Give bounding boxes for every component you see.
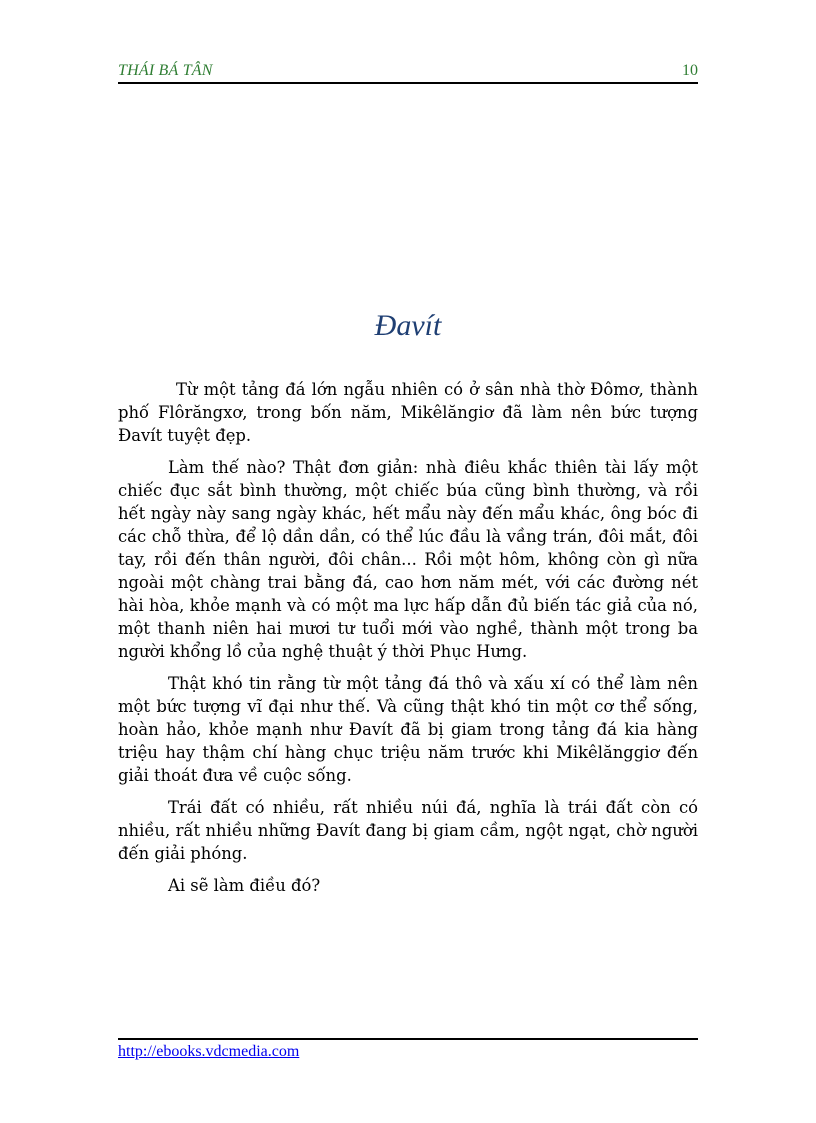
page-number: 10 — [682, 62, 698, 79]
paragraph-3: Thật khó tin rằng từ một tảng đá thô và xấu xí có thể làm nên một bức tượng vĩ đại như thế. Và cũng thật khó tin một cơ thể sống, hoàn hảo, khỏe mạnh như Đavít đã bị giam trong tảng đá kia hàng triệu hay thậm chí hàng chục triệu năm trước khi Mikêlănggiơ đến giải thoát đưa về cuộc sống. — [118, 674, 698, 785]
chapter-title: Đavít — [374, 309, 442, 342]
paragraph-5: Ai sẽ làm điều đó? — [168, 876, 321, 895]
header-author: THÁI BÁ TÂN — [118, 62, 213, 79]
paragraph-1: Từ một tảng đá lớn ngẫu nhiên có ở sân nhà thờ Đômơ, thành phố Flôrăngxơ, trong bốn năm, Mikêlăngiơ đã làm nên bức tượng Đavít tuyệt đẹp. — [118, 380, 698, 445]
body-text — [118, 378, 698, 906]
page-header — [118, 62, 698, 84]
paragraph-4: Trái đất có nhiều, rất nhiều núi đá, nghĩa là trái đất còn có nhiều, rất nhiều những Đavít đang bị giam cầm, ngột ngạt, chờ người đến giải phóng. — [118, 798, 698, 863]
footer-link[interactable]: http://ebooks.vdcmedia.com — [118, 1043, 300, 1060]
paragraph-2: Làm thế nào? Thật đơn giản: nhà điêu khắc thiên tài lấy một chiếc đục sắt bình thường, một chiếc búa cũng bình thường, và rồi hết ngày này sang ngày khác, hết mẩu này đến mẩu khác, ông bóc đi các chỗ thừa, để lộ dần dần, có thể lúc đầu là vầng trán, đôi mắt, đôi tay, rồi đến thân người, đôi chân... Rồi một hôm, không còn gì nữa ngoài một chàng trai bằng đá, cao hơn năm mét, với các đường nét hài hòa, khỏe mạnh và có một ma lực hấp dẫn đủ biến tác giả của nó, một thanh niên hai mươi tư tuổi mới vào nghề, thành một trong ba người khổng lồ của nghệ thuật ý thời Phục Hưng. — [118, 458, 698, 661]
footer-divider — [118, 1038, 698, 1040]
